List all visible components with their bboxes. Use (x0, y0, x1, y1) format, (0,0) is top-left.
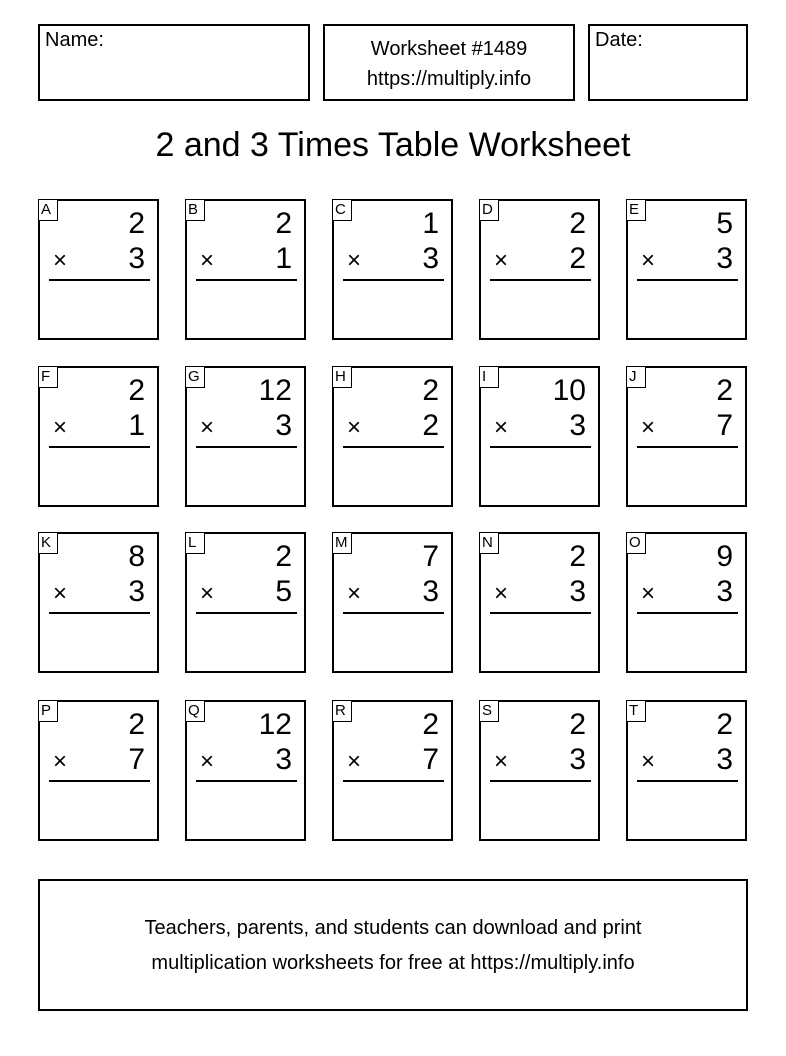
times-sign: × (494, 580, 509, 607)
times-sign: × (200, 580, 215, 607)
multiplicand: 12 (258, 708, 292, 741)
answer-line (49, 446, 150, 448)
problem-letter: K (38, 532, 58, 554)
problem-letter: R (332, 700, 352, 722)
problem-letter: L (185, 532, 205, 554)
times-sign: × (347, 580, 362, 607)
problem-card[interactable] (332, 199, 453, 340)
times-sign: × (53, 580, 68, 607)
problem-card[interactable] (185, 532, 306, 673)
answer-line (343, 446, 444, 448)
multiplier: 1 (275, 242, 292, 275)
footer-box (38, 879, 748, 1011)
multiplicand: 2 (275, 207, 292, 240)
multiplier: 3 (569, 743, 586, 776)
multiplicand: 5 (716, 207, 733, 240)
times-sign: × (641, 247, 656, 274)
answer-line (343, 780, 444, 782)
problem-card[interactable] (185, 366, 306, 507)
answer-line (196, 612, 297, 614)
problem-card[interactable] (626, 366, 747, 507)
worksheet-number: Worksheet #1489 (370, 38, 528, 60)
multiplier: 7 (716, 409, 733, 442)
multiplier: 3 (569, 409, 586, 442)
multiplicand: 7 (422, 540, 439, 573)
multiplier: 3 (422, 242, 439, 275)
answer-line (196, 446, 297, 448)
times-sign: × (347, 414, 362, 441)
times-sign: × (347, 748, 362, 775)
multiplicand: 2 (569, 708, 586, 741)
answer-line (490, 279, 591, 281)
problem-letter: O (626, 532, 646, 554)
problem-card[interactable] (479, 532, 600, 673)
problem-card[interactable] (626, 700, 747, 841)
footer-line-1: Teachers, parents, and students can download and print (144, 917, 642, 939)
problem-letter: B (185, 199, 205, 221)
multiplier: 3 (569, 575, 586, 608)
problem-letter: F (38, 366, 58, 388)
times-sign: × (347, 247, 362, 274)
times-sign: × (53, 414, 68, 441)
problem-card[interactable] (479, 700, 600, 841)
problem-card[interactable] (626, 532, 747, 673)
multiplier: 3 (716, 575, 733, 608)
multiplicand: 9 (716, 540, 733, 573)
times-sign: × (494, 247, 509, 274)
times-sign: × (641, 748, 656, 775)
multiplier: 7 (422, 743, 439, 776)
problem-letter: C (332, 199, 352, 221)
problem-letter: G (185, 366, 205, 388)
problem-letter: P (38, 700, 58, 722)
answer-line (490, 446, 591, 448)
multiplier: 5 (275, 575, 292, 608)
answer-line (343, 612, 444, 614)
multiplier: 3 (275, 743, 292, 776)
multiplicand: 2 (569, 540, 586, 573)
answer-line (49, 780, 150, 782)
name-label: Name: (45, 29, 104, 51)
problem-card[interactable] (332, 532, 453, 673)
multiplicand: 10 (552, 374, 586, 407)
problem-card[interactable] (332, 366, 453, 507)
problem-card[interactable] (479, 366, 600, 507)
site-url: https://multiply.info (366, 68, 532, 90)
problem-letter: S (479, 700, 499, 722)
multiplier: 3 (275, 409, 292, 442)
multiplier: 2 (422, 409, 439, 442)
problem-letter: N (479, 532, 499, 554)
multiplicand: 2 (128, 207, 145, 240)
multiplicand: 2 (422, 374, 439, 407)
multiplier: 2 (569, 242, 586, 275)
problem-card[interactable] (185, 700, 306, 841)
multiplicand: 2 (275, 540, 292, 573)
multiplicand: 2 (569, 207, 586, 240)
problem-card[interactable] (38, 532, 159, 673)
problem-letter: H (332, 366, 352, 388)
multiplicand: 12 (258, 374, 292, 407)
multiplicand: 2 (716, 708, 733, 741)
multiplicand: 8 (128, 540, 145, 573)
multiplicand: 2 (128, 708, 145, 741)
problem-letter: M (332, 532, 352, 554)
answer-line (343, 279, 444, 281)
answer-line (637, 780, 738, 782)
multiplier: 3 (128, 242, 145, 275)
footer-line-2: multiplication worksheets for free at https://multiply.info (151, 952, 635, 974)
problem-card[interactable] (626, 199, 747, 340)
problem-card[interactable] (185, 199, 306, 340)
answer-line (637, 279, 738, 281)
date-field-box[interactable] (588, 24, 748, 101)
answer-line (637, 612, 738, 614)
problem-card[interactable] (332, 700, 453, 841)
times-sign: × (200, 414, 215, 441)
problem-letter: T (626, 700, 646, 722)
multiplier: 1 (128, 409, 145, 442)
times-sign: × (494, 414, 509, 441)
multiplier: 7 (128, 743, 145, 776)
name-field-box[interactable] (38, 24, 310, 101)
times-sign: × (641, 414, 656, 441)
times-sign: × (200, 748, 215, 775)
times-sign: × (53, 748, 68, 775)
problem-letter: J (626, 366, 646, 388)
answer-line (49, 612, 150, 614)
problem-card[interactable] (38, 199, 159, 340)
answer-line (637, 446, 738, 448)
times-sign: × (641, 580, 656, 607)
problem-letter: I (479, 366, 499, 388)
multiplier: 3 (128, 575, 145, 608)
page-title: 2 and 3 Times Table Worksheet (155, 126, 631, 164)
answer-line (49, 279, 150, 281)
times-sign: × (53, 247, 68, 274)
multiplicand: 1 (422, 207, 439, 240)
answer-line (196, 279, 297, 281)
problem-card[interactable] (38, 700, 159, 841)
problem-letter: E (626, 199, 646, 221)
multiplicand: 2 (716, 374, 733, 407)
times-sign: × (200, 247, 215, 274)
answer-line (490, 612, 591, 614)
multiplier: 3 (716, 242, 733, 275)
multiplier: 3 (716, 743, 733, 776)
multiplicand: 2 (422, 708, 439, 741)
answer-line (490, 780, 591, 782)
problem-letter: A (38, 199, 58, 221)
times-sign: × (494, 748, 509, 775)
answer-line (196, 780, 297, 782)
problem-letter: D (479, 199, 499, 221)
problem-card[interactable] (479, 199, 600, 340)
multiplier: 3 (422, 575, 439, 608)
problem-letter: Q (185, 700, 205, 722)
multiplicand: 2 (128, 374, 145, 407)
date-label: Date: (595, 29, 643, 51)
worksheet-info-box (323, 24, 575, 101)
problem-card[interactable] (38, 366, 159, 507)
